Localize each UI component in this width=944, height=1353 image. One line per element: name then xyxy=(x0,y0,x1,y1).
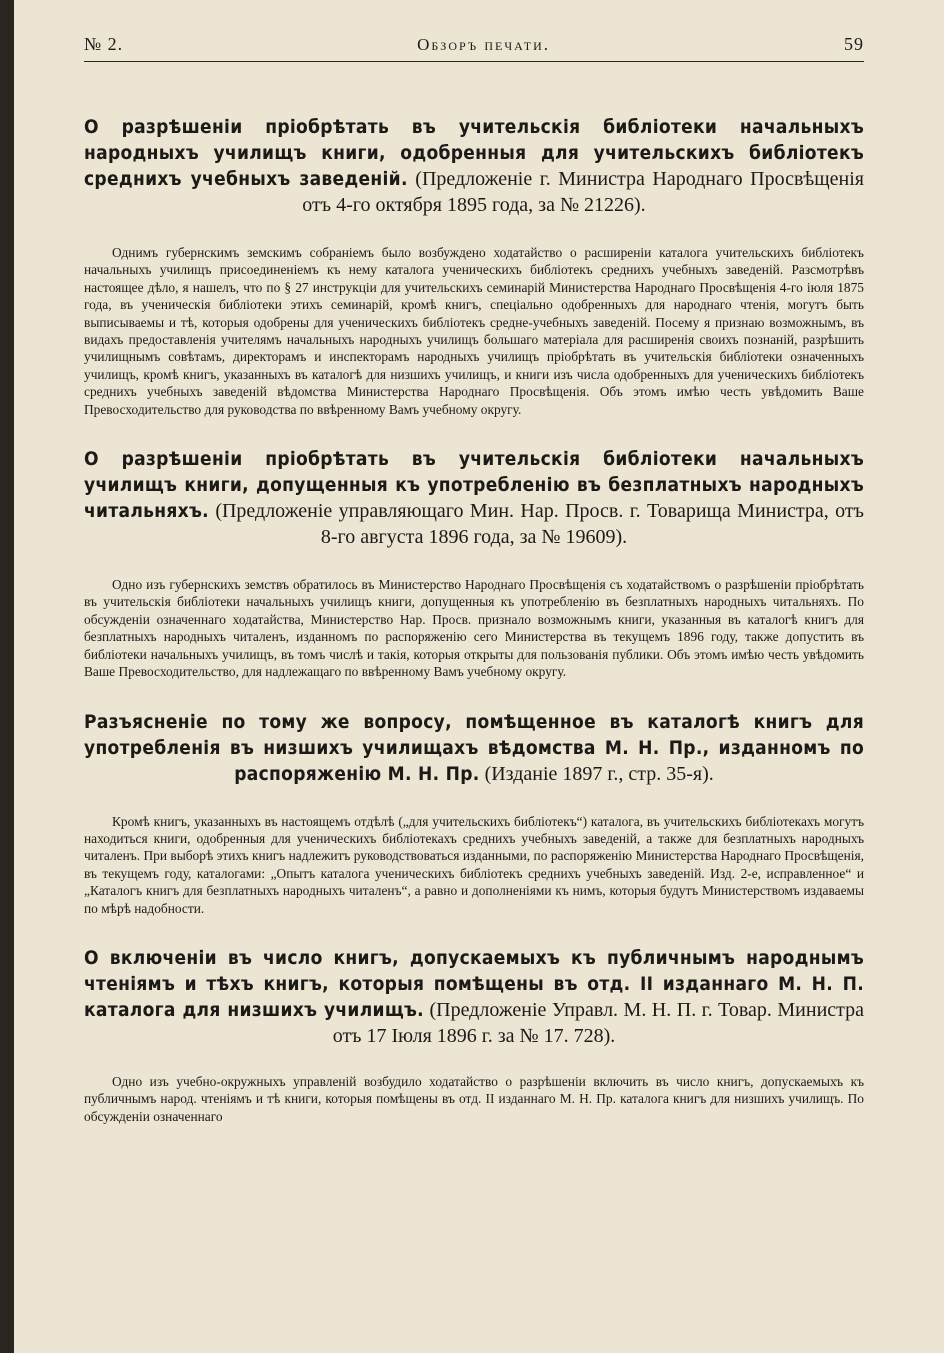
section-heading xyxy=(84,446,864,550)
running-head xyxy=(84,34,864,61)
section-heading xyxy=(84,114,864,218)
section-body: Одно изъ губернскихъ земствъ обратилось въ Министерство Народнаго Просвѣщенія съ ходатайствомъ о разрѣшеніи пріобрѣтать въ учительскія библіотеки начальныхъ училищъ книги, допущенныя къ употребленію въ безплатныхъ народныхъ читальняхъ. По обсужденіи означеннаго ходатайства, Министерство Нар. Просв. признало возможнымъ книги, указанныя въ каталогѣ книгъ для безплатныхъ народныхъ читаленъ, изданномъ по распоряженію сего Министерства въ текущемъ 1896 году, также допустить въ библіотеки начальныхъ училищъ, въ томъ числѣ и такія, которыя открыты для пользованія публики. Объ этомъ имѣю честь увѣдомить Ваше Превосходительство, для надлежащаго по ввѣренному Вамъ учебному округу. xyxy=(84,577,864,680)
heading-title: О разрѣшеніи пріобрѣтать въ учительскія библіотеки начальныхъ училищъ книги, допущенныя къ употребленію въ безплатныхъ народныхъ читальняхъ. xyxy=(84,448,864,523)
heading-title: Разъясненіе по тому же вопросу, помѣщенное въ каталогѣ книгъ для употребленія въ низшихъ училищахъ вѣдомства М. Н. Пр., изданномъ по распоряженію М. Н. Пр. xyxy=(84,710,864,785)
section-2 xyxy=(84,446,864,680)
heading-reference: (Изданіе 1897 г., стр. 35-я). xyxy=(484,762,714,785)
section-body: Однимъ губернскимъ земскимъ собраніемъ было возбуждено ходатайство о расширеніи каталога учительскихъ библіотекъ начальныхъ училищъ присоединеніемъ къ нему каталога ученическихъ библіотекъ среднихъ учебныхъ заведеній. Разсмотрѣвъ настоящее дѣло, я нашелъ, что по § 27 инструкціи для учительскихъ семинарій Министерства Народнаго Просвѣщенія 4-го іюля 1875 года, въ ученическія библіотеки этихъ семинарій, кромѣ книгъ, спеціально одобренныхъ для народнаго чтенія, могутъ быть выписываемы и тѣ, которыя одобрены для ученическихъ библіотекъ средне-учебныхъ заведеній. Посему я признаю возможнымъ, въ видахъ предоставленія учителямъ начальныхъ народныхъ училищъ большаго матеріала для расширенія своихъ познаній, разрѣшить училищнымъ совѣтамъ, директорамъ и инспекторамъ народныхъ училищъ пріобрѣтать въ учительскія библіотеки означенныхъ училищъ, кромѣ книгъ, указанныхъ въ каталогѣ для низшихъ училищъ, и книги изъ числа одобренныхъ для ученическихъ библіотекъ среднихъ учебныхъ заведеній вѣдомства Министерства Народнаго Просвѣщенія. Объ этомъ имѣю честь увѣдомить Ваше Превосходительство для руководства по ввѣренному Вамъ учебному округу. xyxy=(84,245,864,417)
heading-title: О включеніи въ число книгъ, допускаемыхъ къ публичнымъ народнымъ чтеніямъ и тѣхъ книгъ, которыя помѣщены въ отд. II изданнаго М. Н. П. каталога для низшихъ училищъ. xyxy=(84,946,864,1021)
section-body: Кромѣ книгъ, указанныхъ въ настоящемъ отдѣлѣ („для учительскихъ библіотекъ“) каталога, въ учительскихъ библіотекахъ могутъ находиться книги, одобренныя для ученическихъ библіотекахъ среднихъ учебныхъ заведеній, а также для безплатныхъ народныхъ читаленъ. При выборѣ этихъ книгъ надлежитъ руководствоваться изданными, по распоряженію Министерства Народнаго Просвѣщенія, въ текущемъ году, каталогами: „Опытъ каталога ученическихъ библіотекъ среднихъ учебныхъ заведеній. Изд. 2-е, исправленное“ и „Каталогъ книгъ для безплатныхъ народныхъ читаленъ“, а равно и дополненіями къ нимъ, которыя будутъ Министерствомъ издаваемы по мѣрѣ надобности. xyxy=(84,813,864,916)
section-3 xyxy=(84,709,864,917)
journal-section-title: Обзоръ печати. xyxy=(417,35,551,54)
page-number: 59 xyxy=(844,34,864,54)
section-1 xyxy=(84,114,864,418)
section-body: Одно изъ учебно-окружныхъ управленій возбудило ходатайство о разрѣшеніи включить въ число книгъ, допускаемыхъ къ публичнымъ народ. чтеніямъ и тѣ книги, которыя помѣщены въ отд. II изданнаго М. Н. Пр. каталога книгъ для низшихъ училищъ. По обсужденіи означеннаго xyxy=(84,1073,864,1124)
heading-reference: (Предложеніе Управл. М. Н. П. г. Товар. Министра отъ 17 Іюля 1896 г. за № 17. 728). xyxy=(332,998,865,1047)
section-heading xyxy=(84,709,864,787)
section-4 xyxy=(84,945,864,1125)
heading-reference: (Предложеніе управляющаго Мин. Нар. Просв. г. Товарища Министра, отъ 8-го августа 1896 года, за № 19609). xyxy=(215,500,864,549)
heading-reference: (Предложеніе г. Министра Народнаго Просвѣщенія отъ 4-го октября 1895 года, за № 21226). xyxy=(302,168,864,216)
issue-number: № 2. xyxy=(84,34,124,54)
header-rule xyxy=(84,61,864,62)
section-heading xyxy=(84,945,864,1049)
heading-title: О разрѣшеніи пріобрѣтать въ учительскія библіотеки начальныхъ народныхъ училищъ книги, одобренныя для учительскихъ библіотекъ среднихъ учебныхъ заведеній. xyxy=(84,116,864,190)
